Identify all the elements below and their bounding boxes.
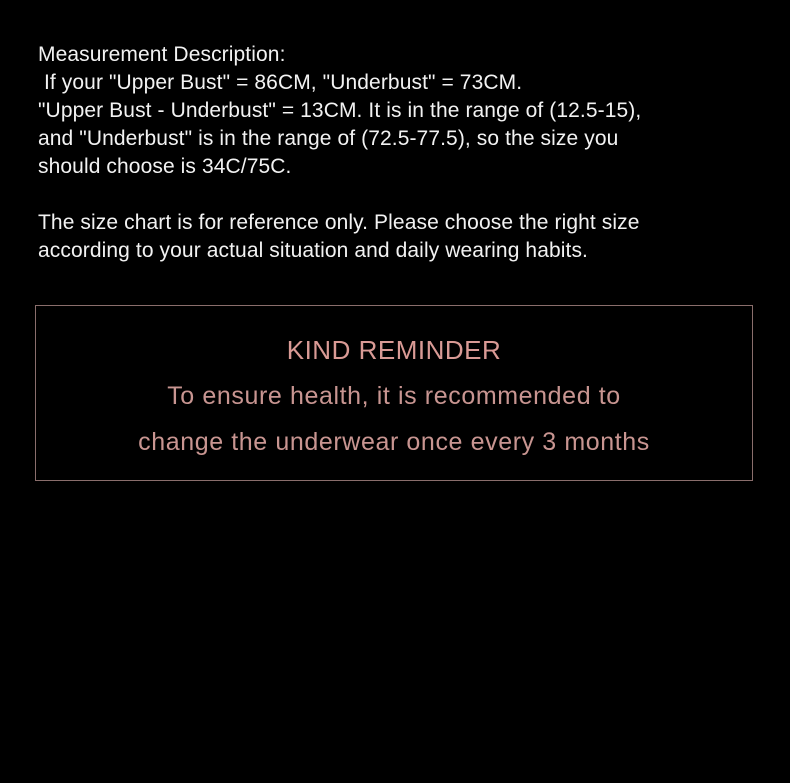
reminder-title: KIND REMINDER — [286, 335, 502, 365]
disclaimer-line-2: according to your actual situation and daily wearing habits. — [38, 239, 588, 262]
kind-reminder-box — [35, 305, 753, 481]
measurement-line-4: should choose is 34C/75C. — [38, 155, 292, 178]
measurement-line-2: "Upper Bust - Underbust" = 13CM. It is in the range of (12.5-15), — [38, 99, 642, 122]
reminder-line-2: change the underwear once every 3 months — [138, 428, 650, 456]
measurement-line-1: If your "Upper Bust" = 86CM, "Underbust" = 73CM. — [44, 71, 523, 94]
measurement-line-3: and "Underbust" is in the range of (72.5-77.5), so the size you — [38, 127, 619, 150]
disclaimer-line-1: The size chart is for reference only. Please choose the right size — [38, 211, 640, 234]
reminder-line-1: To ensure health, it is recommended to — [167, 382, 621, 410]
measurement-description — [38, 41, 758, 181]
measurement-heading: Measurement Description: — [38, 43, 286, 66]
size-chart-disclaimer — [38, 209, 758, 265]
